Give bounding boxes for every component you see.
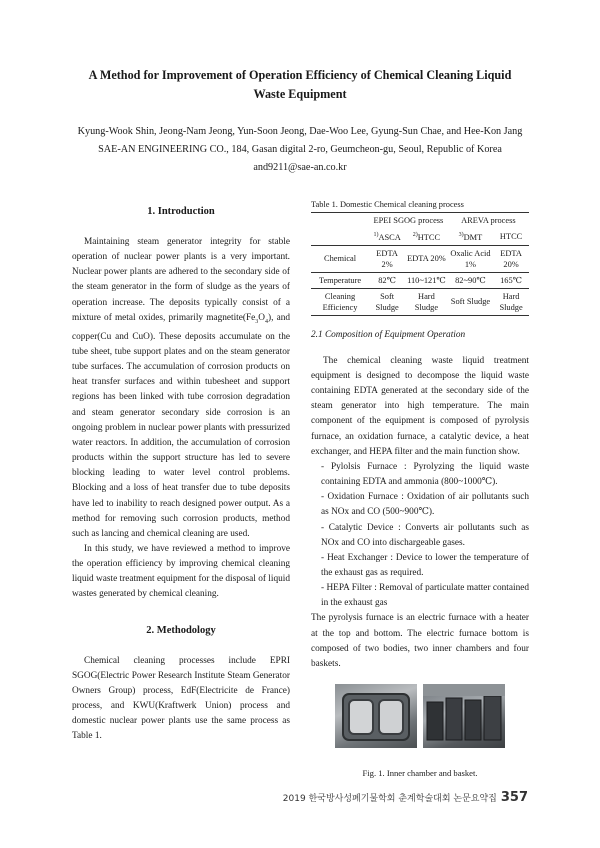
table-cell: Hard Sludge (405, 288, 448, 315)
table-subheader: $^{3)}$DMT (448, 228, 493, 245)
table-cell: EDTA 20% (493, 245, 529, 272)
email[interactable]: and9211@sae-an.co.kr (253, 162, 347, 173)
table-subheader: $^{2)}$HTCC (405, 228, 448, 245)
right-column (311, 200, 529, 778)
table-cell: EDTA 20% (405, 245, 448, 272)
bullet-item: - HEPA Filter : Removal of particulate matter contained in the exhaust gas (321, 583, 529, 609)
composition-paragraph-1: The chemical cleaning waste liquid treatment equipment is designed to decompose the liquid waste containing EDTA generated at the secondary side of the steam generator into high temperature. The main component of the equipment is composed of pyrolysis furnace, an oxidation furnace, a catalytic device, a heat exchanger, and HEPA filter and the main function show. (311, 355, 529, 457)
table-caption: Table 1. Domestic Chemical cleaning process (311, 200, 464, 209)
affiliation: SAE-AN ENGINEERING CO., 184, Gasan digital 2-ro, Geumcheon-gu, Seoul, Republic of Korea (98, 144, 502, 155)
author-list: Kyung-Wook Shin, Jeong-Nam Jeong, Yun-Soon Jeong, Dae-Woo Lee, Gyung-Sun Chae, and Hee-Kon Jang (77, 126, 523, 137)
table-row-label: Temperature (311, 272, 369, 288)
table-cell: Soft Sludge (369, 288, 405, 315)
table-row-label: Chemical (311, 245, 369, 272)
title-line-2: Waste Equipment (253, 87, 347, 101)
table-cell: 110~121℃ (405, 272, 448, 288)
title-line-1: A Method for Improvement of Operation Efficiency of Chemical Cleaning Liquid (88, 68, 512, 82)
figure-1 (311, 684, 529, 748)
table-subheader: $^{1)}$ASCA (369, 228, 405, 245)
table-group-areva: AREVA process (448, 213, 529, 229)
table-cell: Soft Sludge (448, 288, 493, 315)
section-heading-methodology: 2. Methodology (146, 624, 216, 636)
bullet-item: - Catalytic Device : Converts air pollutants such as NOx and CO into dischargeable gases. (321, 522, 529, 548)
left-column (72, 200, 290, 745)
method-paragraph-1: Chemical cleaning processes include EPRI SGOG(Electric Power Research Institute Steam Generator Owners Group) process, EdF(Electricite de France) process, and KWU(Kraftwerk Union) process and domestic nuclear power plants use the same process as Table 1. (72, 655, 290, 742)
bullet-item: - Oxidation Furnace : Oxidation of air pollutants such as NOx and CO (500~900℃). (321, 492, 529, 518)
table-cell: 165℃ (493, 272, 529, 288)
intro-paragraph-2: In this study, we have reviewed a method to improve the operation efficiency by improving chemical cleaning liquid waste treatment equipment for the disposal of liquid wastes generated by chemical cleaning. (72, 543, 290, 600)
bullet-item: - Pylolsis Furnace : Pyrolyzing the liquid waste containing EDTA and ammonia (800~1000℃). (321, 461, 529, 488)
table-row-label: Cleaning Efficiency (311, 288, 369, 315)
table-subheader: HTCC (493, 228, 529, 245)
section-heading-introduction: 1. Introduction (147, 206, 215, 217)
table-cell: Oxalic Acid 1% (448, 245, 493, 272)
table-cell: Hard Sludge (493, 288, 529, 315)
bullet-item: - Heat Exchanger : Device to lower the temperature of the exhaust gas as required. (321, 552, 529, 578)
table-cell: EDTA 2% (369, 245, 405, 272)
page-footer (283, 790, 528, 805)
table-group-epri: EPEI SGOG process (369, 213, 448, 229)
intro-paragraph-1: Maintaining steam generator integrity for stable operation of nuclear power plants is a very important. Nuclear power plants are adhered to the secondary side of the steam generator in the form of sludge as the years of operation increase. The deposits typically consist of a mixture of metal oxides, primarily $magnetite(Fe_3O_4)$, and copper(Cu and CuO). These deposits accumulate on the tube sheet, tube support plates and on the steam generator tube surfaces. The accumulation of corrosion products on heat transfer surfaces and within tubesheet and support regions has been linked with tube corrosion degradation and steam generator secondary side corrosion is an ongoing problem in nuclear power plants with pressurized water reactors. In addition, the accumulation of corrosion products within the support structure has led to severe blocking leading to water level control problems. Blocking and a loss of heat transfer due to tube deposits have led to inability to reach designed power output. As a method for removing such corrosion products, method such as lancing and chemical cleaning are used. (72, 237, 290, 539)
author-block (40, 123, 560, 177)
figure-caption: Fig. 1. Inner chamber and basket. (362, 768, 478, 779)
footer-text: 2019 한국방사성폐기물학회 춘계학술대회 논문요약집 (282, 794, 497, 804)
composition-paragraph-2: The pyrolysis furnace is an electric furnace with a heater at the top and bottom. The electric furnace bottom is composed of two bodies, two inner chambers and four baskets. (311, 613, 529, 669)
page-number: 357 (500, 790, 528, 805)
basket-photo (423, 684, 505, 748)
inner-chamber-photo (335, 684, 417, 748)
subsection-heading: 2.1 Composition of Equipment Operation (311, 329, 466, 340)
table-cell: 82~90℃ (448, 272, 493, 288)
table-cell: 82℃ (369, 272, 405, 288)
process-table (311, 212, 529, 316)
paper-title (60, 66, 540, 104)
